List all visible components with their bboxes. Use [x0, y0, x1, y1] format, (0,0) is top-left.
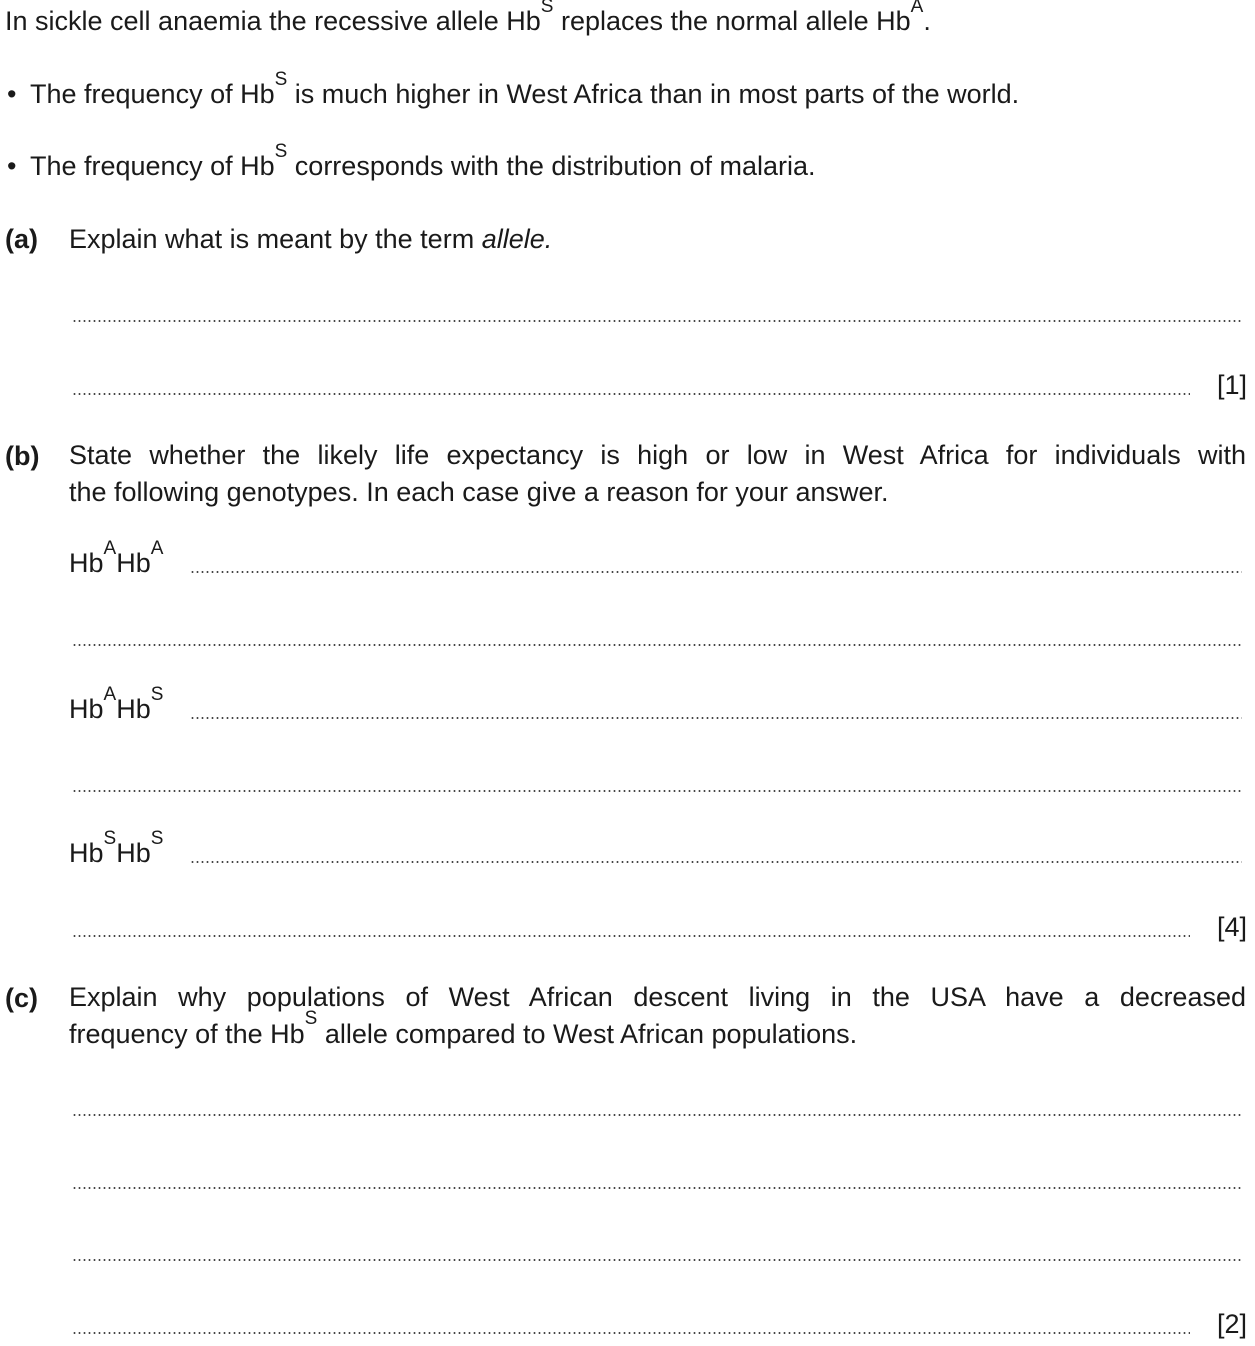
answer-line[interactable] — [72, 1331, 1190, 1335]
mark-allocation: [1] — [1216, 370, 1247, 400]
answer-line[interactable] — [72, 789, 1242, 793]
part-a-question: Explain what is meant by the term allele. — [69, 224, 553, 254]
bullet-icon: • — [7, 151, 17, 181]
part-b-label: (b) — [5, 441, 40, 471]
part-a-label: (a) — [5, 224, 38, 254]
bullet-point: • The frequency of $Hb^S$ corresponds with the distribution of malaria. — [7, 141, 816, 181]
genotype-label: $Hb^SHb^S$ — [69, 828, 164, 868]
mark-allocation: [2] — [1216, 1309, 1247, 1339]
bullet-point: • The frequency of $Hb^S$ is much higher in West Africa than in most parts of the world. — [7, 69, 1020, 109]
answer-line[interactable] — [72, 1186, 1242, 1190]
intro-sentence: In sickle cell anaemia the recessive allele $Hb^S$ replaces the normal allele $Hb^A$. — [5, 0, 931, 36]
answer-line[interactable] — [190, 716, 1242, 720]
answer-line[interactable] — [72, 1113, 1242, 1117]
answer-line[interactable] — [72, 934, 1190, 938]
answer-line[interactable] — [190, 570, 1242, 574]
answer-line[interactable] — [72, 392, 1190, 396]
part-c-label: (c) — [5, 983, 38, 1013]
answer-line[interactable] — [72, 1258, 1242, 1262]
part-c-question: Explain why populations of West African descent living in the USA have a decreased frequency of the $Hb^S$ allele compared to West African populations. — [69, 982, 1246, 1049]
bullet-icon: • — [7, 79, 17, 109]
answer-line[interactable] — [72, 643, 1242, 647]
genotype-label: $Hb^AHb^S$ — [69, 684, 164, 724]
part-b-question: State whether the likely life expectancy is high or low in West Africa for individuals with the following genotypes. In each case give a reason for your answer. — [69, 440, 1246, 507]
genotype-label: $Hb^AHb^A$ — [69, 538, 164, 578]
answer-line[interactable] — [190, 860, 1242, 864]
mark-allocation: [4] — [1216, 912, 1247, 942]
answer-line[interactable] — [72, 319, 1242, 323]
